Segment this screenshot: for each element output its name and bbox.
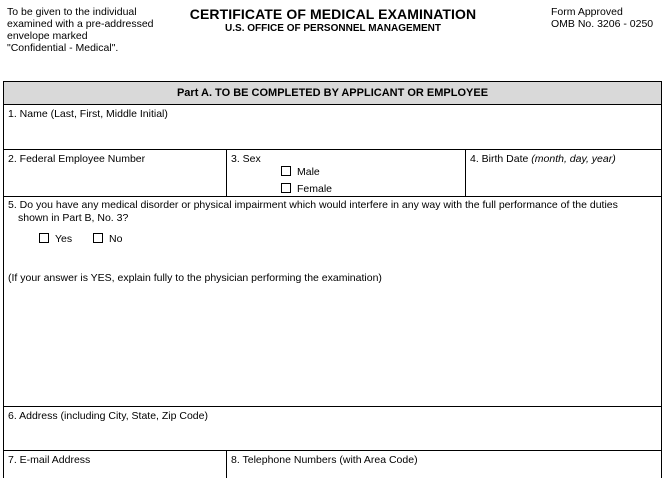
instruction-line: To be given to the individual	[7, 6, 137, 18]
form-header	[150, 6, 516, 35]
male-label: Male	[297, 166, 320, 178]
birth-date-hint: (month, day, year)	[531, 153, 616, 165]
question-5-line: 5. Do you have any medical disorder or physical impairment which would interfere in any way with the full performance of the duties	[8, 199, 618, 211]
sex-option-female[interactable]	[281, 183, 332, 196]
birth-date-label-text: 4. Birth Date	[470, 153, 532, 165]
address-label: 6. Address (including City, State, Zip Code)	[8, 410, 208, 422]
email-label: 7. E-mail Address	[8, 454, 91, 466]
question-5-line: shown in Part B, No. 3?	[18, 211, 129, 224]
instruction-line: examined with a pre-addressed	[7, 18, 154, 30]
q5-option-yes[interactable]	[39, 233, 72, 246]
no-label: No	[109, 233, 123, 245]
question-5-text	[8, 199, 648, 224]
q5-option-no[interactable]	[93, 233, 122, 246]
part-a-heading: Part A. TO BE COMPLETED BY APPLICANT OR EMPLOYEE	[4, 82, 661, 105]
address-field[interactable]	[4, 407, 661, 451]
form-approval	[551, 6, 653, 30]
row-id-sex-birth	[4, 150, 661, 197]
employee-number-field[interactable]	[4, 150, 226, 196]
employee-number-label: 2. Federal Employee Number	[8, 153, 146, 165]
sex-label: 3. Sex	[231, 153, 261, 165]
male-checkbox[interactable]	[281, 166, 291, 176]
email-field[interactable]	[4, 451, 226, 478]
female-label: Female	[297, 183, 333, 195]
yes-label: Yes	[55, 233, 73, 245]
row-contact	[4, 451, 661, 478]
question-5-field	[4, 197, 661, 407]
agency-name: U.S. OFFICE OF PERSONNEL MANAGEMENT	[225, 23, 441, 34]
female-checkbox[interactable]	[281, 183, 291, 193]
q5-explanation-note: (If your answer is YES, explain fully to the physician performing the examination)	[8, 272, 382, 284]
sex-option-male[interactable]	[281, 166, 320, 179]
medical-form	[3, 81, 662, 478]
birth-date-field[interactable]	[466, 150, 661, 196]
approval-text: Form Approved	[551, 6, 623, 18]
sex-field	[227, 150, 465, 196]
omb-number: OMB No. 3206 - 0250	[551, 18, 654, 30]
explanation-area[interactable]	[4, 289, 661, 401]
phone-label: 8. Telephone Numbers (with Area Code)	[231, 454, 418, 466]
instruction-line: "Confidential - Medical".	[7, 42, 119, 54]
no-checkbox[interactable]	[93, 233, 103, 243]
phone-field[interactable]	[227, 451, 661, 478]
name-field[interactable]	[4, 105, 661, 150]
instruction-line: envelope marked	[7, 30, 88, 42]
form-title: CERTIFICATE OF MEDICAL EXAMINATION	[189, 6, 477, 22]
birth-date-label	[470, 153, 616, 165]
name-label: 1. Name (Last, First, Middle Initial)	[8, 108, 168, 120]
yes-checkbox[interactable]	[39, 233, 49, 243]
